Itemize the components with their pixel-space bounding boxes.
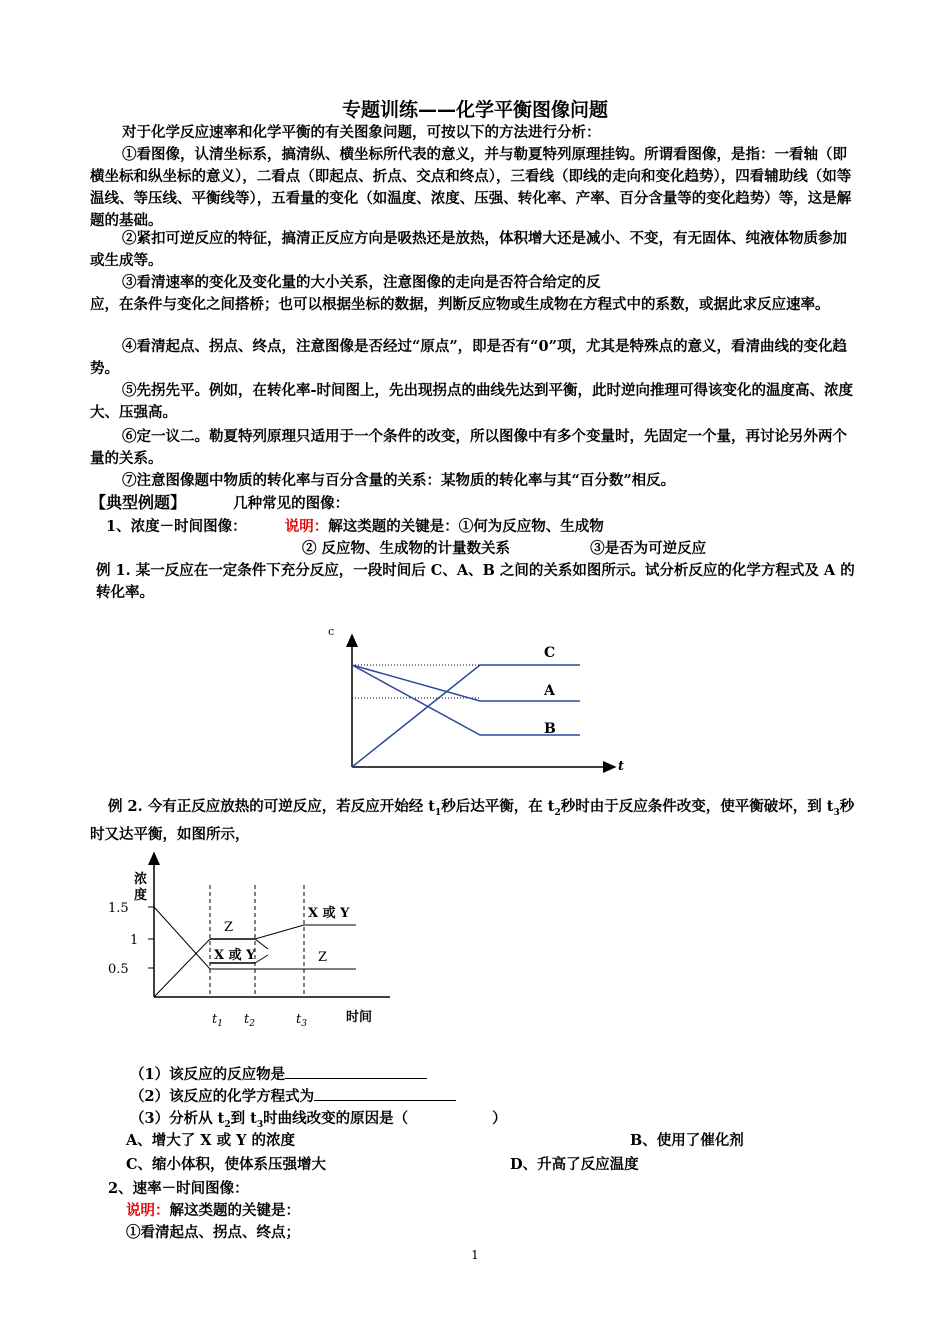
method-3-cont: 应，在条件与变化之间搭桥；也可以根据坐标的数据，判断反应物或生成物在方程式中的系数，或据此求反应速率。 — [90, 296, 830, 313]
c2-label-XY-2: X 或 Y — [308, 906, 350, 921]
c2-label-Z-2: Z — [318, 950, 328, 965]
topic1-note3: ③是否为可逆反应 — [590, 540, 707, 557]
answer-blank-2[interactable] — [314, 1086, 456, 1101]
c2-ytick-1.5: 1.5 — [108, 901, 129, 916]
c1-label-B: B — [544, 721, 556, 737]
c1-label-C: C — [544, 645, 556, 661]
example2-text: 例 2. 今有正反应放热的可逆反应，若反应开始经 $t_1$秒后达平衡，在 $t_2$秒时由于反应条件改变，使平衡破坏，到 $t_3$秒时又达平衡，如图所示， — [90, 798, 855, 843]
topic1-label: 1、浓度－时间图像： — [106, 518, 247, 535]
topic2-note-text: 解这类题的关键是： — [169, 1202, 300, 1219]
topic1-note2: ② 反应物、生成物的计量数关系 — [302, 540, 511, 557]
c1-y-label: c — [328, 625, 335, 638]
c2-x-label: 时间 — [346, 1010, 373, 1025]
c1-series-C — [352, 665, 580, 767]
option-B: B、使用了催化剂 — [630, 1132, 744, 1149]
c2-xtick-t1: $t_1$ — [212, 1012, 223, 1029]
c2-y-label-2: 度 — [134, 888, 148, 903]
c1-x-label: t — [618, 759, 625, 774]
option-A: A、增大了 X 或 Y 的浓度 — [126, 1132, 296, 1149]
section-heading: 【典型例题】 — [90, 493, 187, 512]
c2-label-XY-1: X 或 Y — [214, 948, 256, 963]
page-title: 专题训练——化学平衡图像问题 — [341, 99, 608, 121]
topic1-note-text: 解这类题的关键是：①何为反应物、生成物 — [328, 518, 604, 535]
question-2: （2）该反应的化学方程式为 — [130, 1086, 900, 1108]
page-number: 1 — [471, 1248, 479, 1262]
method-3: ③看清速率的变化及变化量的大小关系，注意图像的走向是否符合给定的反 — [122, 274, 601, 291]
topic2-label: 2、速率－时间图像： — [108, 1180, 249, 1197]
method-2: ②紧扣可逆反应的特征，搞清正反应方向是吸热还是放热，体积增大还是减小、不变，有无固体、纯液体物质参加或生成等。 — [90, 230, 847, 269]
c2-label-Z-1: Z — [224, 920, 234, 935]
c2-xtick-t3: $t_3$ — [296, 1012, 307, 1029]
method-4: ④看清起点、拐点、终点，注意图像是否经过“原点”，即是否有“0”项，尤其是特殊点的意义，看清曲线的变化趋势。 — [90, 338, 847, 377]
method-5: ⑤先拐先平。例如，在转化率-时间图上，先出现拐点的曲线先达到平衡，此时逆向推理可得该变化的温度高、浓度大、压强高。 — [90, 382, 854, 421]
c2-y-label-1: 浓 — [134, 872, 148, 887]
option-C: C、缩小体积，使体系压强增大 — [126, 1156, 327, 1173]
question-3: （3）分析从 $t_2$到 $t_3$时曲线改变的原因是（ ） — [130, 1110, 507, 1130]
c2-ytick-0.5: 0.5 — [108, 962, 129, 977]
topic1-note-label: 说明： — [284, 518, 329, 535]
chart-concentration-time-1 — [320, 615, 640, 785]
method-1: ①看图像，认清坐标系，搞清纵、横坐标所代表的意义，并与勒夏特列原理挂钩。所谓看图像，是指：一看轴（即横坐标和纵坐标的意义），二看点（即起点、折点、交点和终点），三看线（即线的走向和变化趋势），四看辅助线（如等温线、等压线、平衡线等），五看量的变化（如温度、浓度、压强、转化率、产率、百分含量等的变化趋势）等，这是解题的基础。 — [90, 146, 852, 229]
method-6: ⑥定一议二。勒夏特列原理只适用于一个条件的改变，所以图像中有多个变量时，先固定一个量，再讨论另外两个量的关系。 — [90, 428, 847, 467]
method-7: ⑦注意图像题中物质的转化率与百分含量的关系：某物质的转化率与其“百分数”相反。 — [122, 472, 676, 489]
topic2-item1: ①看清起点、拐点、终点； — [126, 1224, 300, 1241]
option-D: D、升高了反应温度 — [510, 1156, 639, 1173]
intro-paragraph: 对于化学反应速率和化学平衡的有关图象问题，可按以下的方法进行分析： — [122, 124, 601, 141]
example1-text: 例 1. 某一反应在一定条件下充分反应，一段时间后 C、A、B 之间的关系如图所示。试分析反应的化学方程式及 A 的转化率。 — [96, 562, 855, 601]
section-subheading: 几种常见的图像： — [233, 495, 350, 512]
chart-concentration-time-2 — [100, 845, 400, 1035]
c1-label-A: A — [544, 683, 555, 699]
topic2-note-label: 说明： — [126, 1202, 170, 1219]
c2-ytick-1: 1 — [130, 933, 139, 948]
question-1: （1）该反应的反应物是 — [130, 1064, 900, 1086]
c2-xtick-t2: $t_2$ — [244, 1012, 255, 1029]
answer-blank-1[interactable] — [285, 1064, 427, 1079]
